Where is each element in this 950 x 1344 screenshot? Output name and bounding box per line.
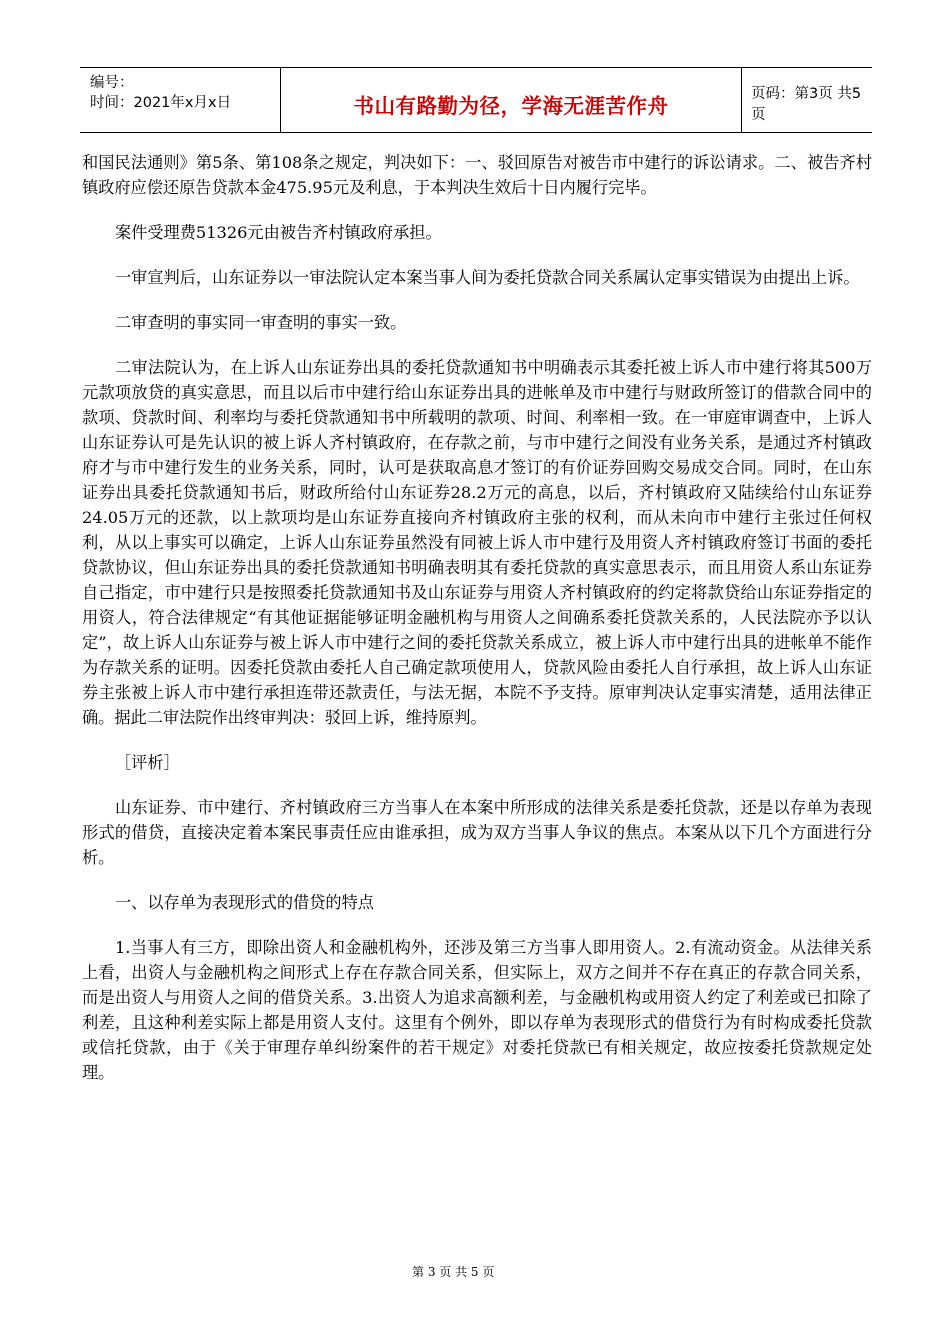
header-motto: 书山有路勤为径，学海无涯苦作舟	[353, 94, 669, 118]
document-body	[82, 150, 872, 1105]
page-header	[80, 67, 872, 133]
paragraph-judgment: 和国民法通则》第5条、第108条之规定，判决如下：一、驳回原告对被告市中建行的诉讼请求。二、被告齐村镇政府应偿还原告贷款本金475.95元及利息，于本判决生效后十日内履行完毕。	[82, 153, 872, 197]
paragraph-analysis-intro: 山东证券、市中建行、齐村镇政府三方当事人在本案中所形成的法律关系是委托贷款，还是以存单为表现形式的借贷，直接决定着本案民事责任应由谁承担，成为双方当事人争议的焦点。本案从以下几个方面进行分析。	[82, 798, 872, 867]
header-meta	[80, 68, 280, 132]
paragraph-second-court-opinion: 二审法院认为，在上诉人山东证券出具的委托贷款通知书中明确表示其委托被上诉人市中建行将其500万元款项放贷的真实意思，而且以后市中建行给山东证券出具的进帐单及市中建行与财政所签订的借款合同中的款项、贷款时间、利率均与委托贷款通知书中所载明的款项、时间、利率相一致。在一审庭审调查中，上诉人山东证券认可是先认识的被上诉人齐村镇政府，在存款之前，与市中建行之间没有业务关系，是通过齐村镇政府才与市中建行发生的业务关系，同时，认可是获取高息才签订的有价证券回购交易成交合同。同时，在山东证券出具委托贷款通知书后，财政所给付山东证券28.2万元的高息，以后，齐村镇政府又陆续给付山东证券24.05万元的还款，以上款项均是山东证券直接向齐村镇政府主张的权利，而从未向市中建行主张过任何权利，从以上事实可以确定，上诉人山东证券虽然没有同被上诉人市中建行及用资人齐村镇政府签订书面的委托贷款协议，但山东证券出具的委托贷款通知书明确表明其有委托贷款的真实意思表示，而且用资人系山东证券自己指定，市中建行只是按照委托贷款通知书及山东证券与用资人齐村镇政府的约定将款贷给山东证券指定的用资人，符合法律规定“有其他证据能够证明金融机构与用资人之间确系委托贷款关系的，人民法院亦予以认定”，故上诉人山东证券与被上诉人市中建行之间的委托贷款关系成立，被上诉人市中建行出具的进帐单不能作为存款关系的证明。因委托贷款由委托人自己确定款项使用人，贷款风险由委托人自行承担，故上诉人山东证券主张被上诉人市中建行承担连带还款责任，与法无据，本院不予支持。原审判决认定事实清楚，适用法律正确。据此二审法院作出终审判决：驳回上诉，维持原判。	[82, 358, 872, 727]
document-date-label: 时间：2021年x月x日	[90, 95, 232, 111]
header-page-label: 页码：第3页 共5页	[751, 86, 862, 123]
paragraph-appeal: 一审宣判后，山东证券以一审法院认定本案当事人间为委托贷款合同关系属认定事实错误为由提出上诉。	[115, 268, 860, 287]
header-motto-cell	[280, 68, 742, 132]
header-page-cell	[742, 68, 872, 132]
subheading-deposit-loan-features: 一、以存单为表现形式的借贷的特点	[115, 893, 374, 912]
paragraph-second-trial-facts: 二审查明的事实同一审查明的事实一致。	[115, 313, 407, 332]
paragraph-features: 1.当事人有三方，即除出资人和金融机构外，还涉及第三方当事人即用资人。2.有流动资金。从法律关系上看，出资人与金融机构之间形式上存在存款合同关系，但实际上，双方之间并不存在真正的存款合同关系，而是出资人与用资人之间的借贷关系。3.出资人为追求高额利差，与金融机构或用资人约定了利差或已扣除了利差，且这种利差实际上都是用资人支付。这里有个例外，即以存单为表现形式的借贷行为有时构成委托贷款或信托贷款，由于《关于审理存单纠纷案件的若干规定》对委托贷款已有相关规定，故应按委托贷款规定处理。	[82, 938, 872, 1082]
paragraph-fee: 案件受理费51326元由被告齐村镇政府承担。	[115, 223, 442, 242]
page-footer: 第 3 页 共 5 页	[412, 1265, 495, 1279]
section-heading-analysis: ［评析］	[115, 753, 180, 772]
document-number-label: 编号：	[90, 75, 134, 91]
